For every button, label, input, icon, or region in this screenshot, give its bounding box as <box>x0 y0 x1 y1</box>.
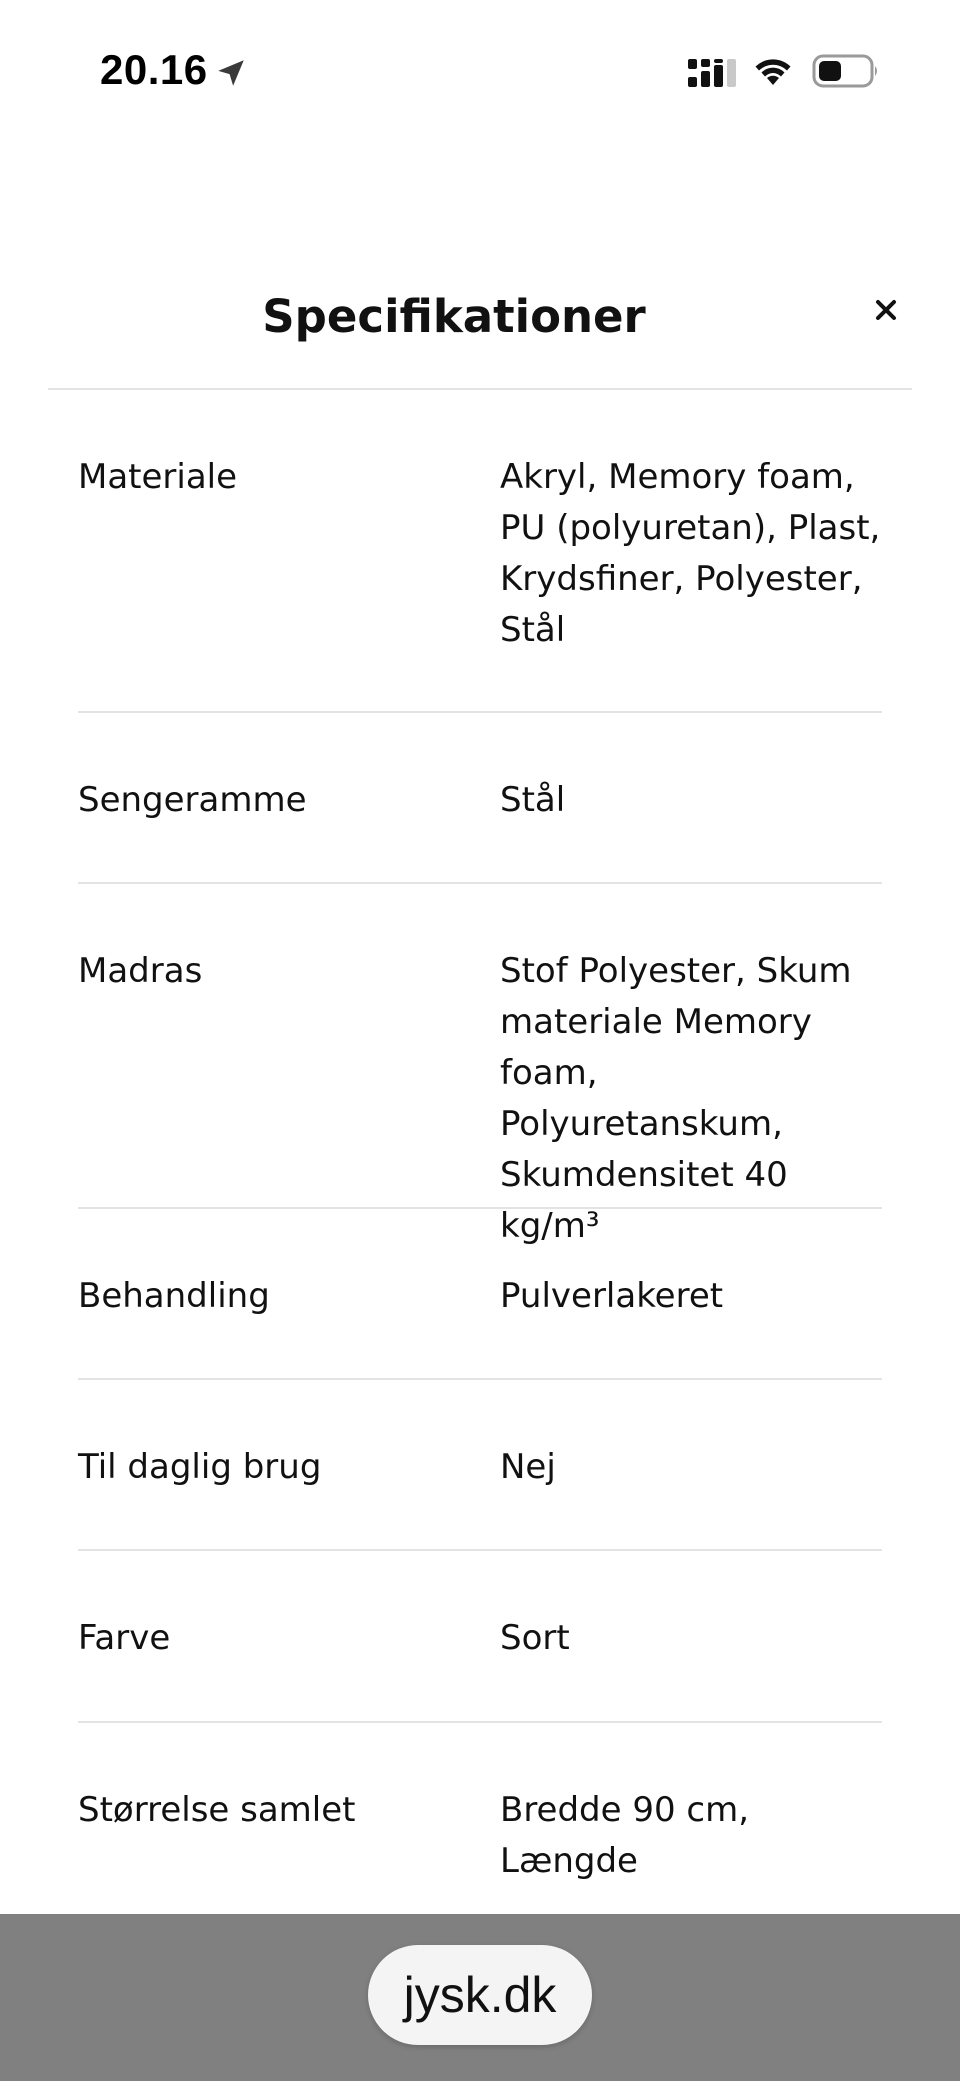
battery-icon <box>812 54 880 88</box>
spec-row-farve <box>78 1551 882 1723</box>
specifications-list <box>78 390 882 1903</box>
cellular-signal-icon <box>686 57 738 89</box>
spec-label: Materiale <box>78 457 238 497</box>
modal-header <box>48 270 912 390</box>
spec-label: Til daglig brug <box>78 1447 322 1487</box>
spec-row-behandling <box>78 1209 882 1380</box>
spec-value: Pulverlakeret <box>500 1276 724 1316</box>
close-button[interactable] <box>866 290 906 330</box>
spec-row-sengeramme <box>78 713 882 884</box>
browser-bottom-bar <box>0 1914 960 2081</box>
spec-label: Sengeramme <box>78 780 307 820</box>
spec-value: Bredde 90 cm, Længde <box>500 1790 750 1881</box>
location-arrow-icon <box>214 56 248 90</box>
spec-label: Farve <box>78 1618 171 1658</box>
close-icon <box>866 290 906 330</box>
spec-label: Størrelse samlet <box>78 1790 356 1830</box>
status-time: 20.16 <box>100 46 208 93</box>
spec-row-storrelse-samlet <box>78 1723 882 1903</box>
spec-value: Stof Polyester, Skum materiale Memory foam, Polyuretanskum, Skumdensitet 40 kg/m³ <box>500 951 852 1246</box>
url-address-pill[interactable]: jysk.dk <box>368 1945 592 2045</box>
spec-label: Madras <box>78 951 203 991</box>
spec-value: Sort <box>500 1618 570 1658</box>
modal-title: Specifikationer <box>262 290 646 343</box>
spec-value: Nej <box>500 1447 556 1487</box>
spec-row-materiale <box>78 390 882 713</box>
spec-label: Behandling <box>78 1276 270 1316</box>
spec-row-daily-use <box>78 1380 882 1551</box>
spec-value: Akryl, Memory foam, PU (polyuretan), Plast, Krydsfiner, Polyester, Stål <box>500 457 881 650</box>
spec-value: Stål <box>500 780 566 820</box>
spec-row-madras <box>78 884 882 1246</box>
status-bar <box>0 0 960 140</box>
wifi-icon <box>752 54 794 88</box>
